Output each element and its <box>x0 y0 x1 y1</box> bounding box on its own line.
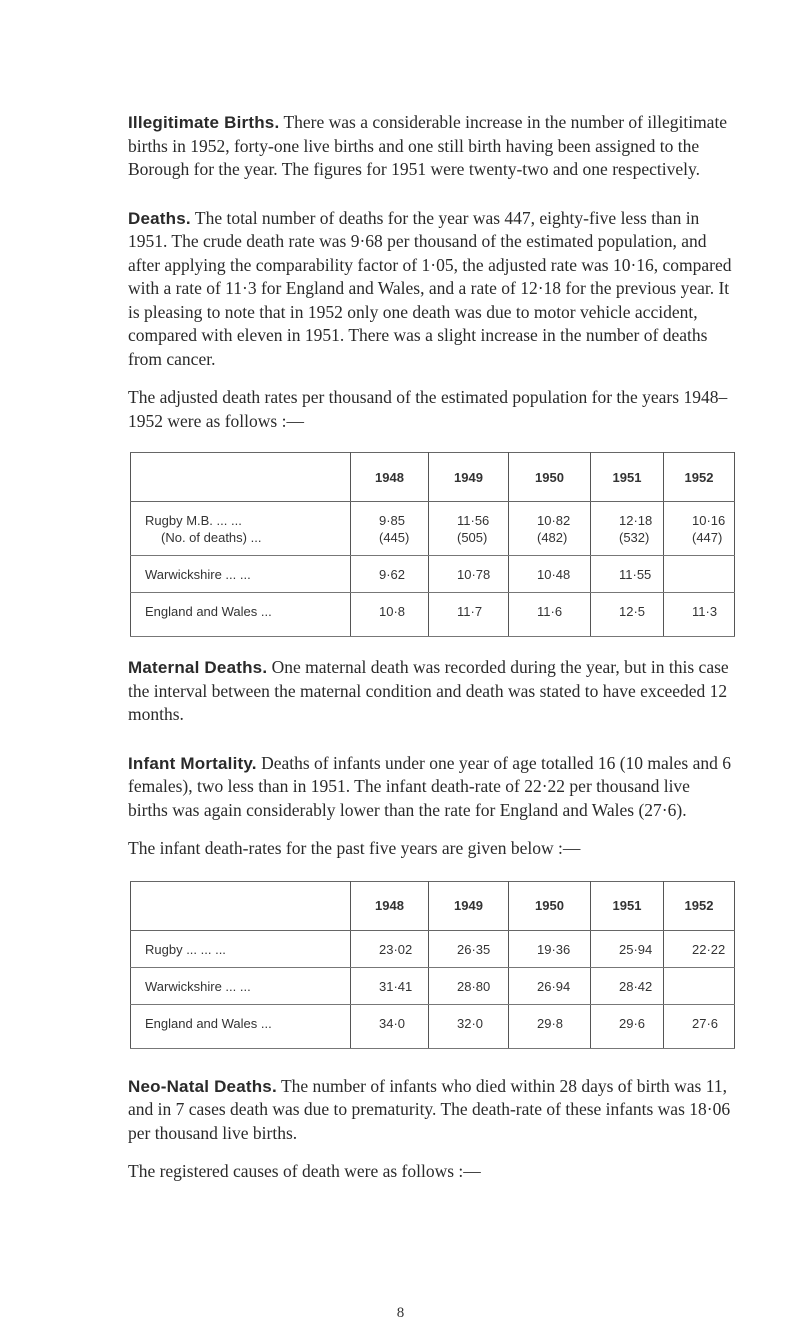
cell-value: 10·82 <box>537 513 571 528</box>
infant-rates-year-header: 1952 <box>664 881 735 930</box>
death-rates-year-header: 1952 <box>664 453 735 502</box>
table-row <box>131 967 735 1004</box>
table-row <box>131 1004 735 1048</box>
infant-rates-year-header: 1951 <box>591 881 664 930</box>
cell-value: 9·85 <box>379 513 406 528</box>
infant-rates-year-header: 1949 <box>429 881 509 930</box>
cell-subvalue: (447) <box>692 530 723 545</box>
table-cell: 28·42 <box>591 967 664 1004</box>
table-cell: 11·7 <box>429 593 509 637</box>
table-cell: 10·8 <box>351 593 429 637</box>
death-rates-year-header: 1949 <box>429 453 509 502</box>
table-cell: 10·48 <box>509 556 591 593</box>
death-rates-year-header: 1950 <box>509 453 591 502</box>
cell-subvalue: (445) <box>379 530 410 545</box>
causes-of-death-intro: The registered causes of death were as follows :— <box>128 1161 481 1181</box>
table-row <box>131 502 735 556</box>
table-row <box>131 593 735 637</box>
table-cell <box>591 502 664 556</box>
page-number: 8 <box>396 1305 405 1321</box>
table-cell: 11·55 <box>591 556 664 593</box>
infant-rates-intro: The infant death-rates for the past five years are given below :— <box>128 838 581 858</box>
table-cell <box>509 502 591 556</box>
row-label-text: Rugby M.B. ... ... <box>145 513 242 528</box>
row-sublabel-text: (No. of deaths) ... <box>161 530 262 545</box>
table-cell: 10·78 <box>429 556 509 593</box>
death-rates-year-header: 1951 <box>591 453 664 502</box>
infant-rates-table <box>130 881 735 1049</box>
death-rates-intro: The adjusted death rates per thousand of the estimated population for the years 1948–1952 were as follows :— <box>128 387 728 431</box>
table-cell: 31·41 <box>351 967 429 1004</box>
table-cell: 19·36 <box>509 930 591 967</box>
death-rates-corner <box>131 453 351 502</box>
table-cell: 29·6 <box>591 1004 664 1048</box>
infant-rates-header-row <box>131 881 735 930</box>
deaths-heading: Deaths. <box>128 208 191 228</box>
neonatal-deaths-paragraph <box>128 1075 734 1146</box>
infant-mortality-text: Deaths of infants under one year of age totalled 16 (10 males and 6 females), two less than in 1951. The infant death-rate of 22·22 per thousand live births was again considerably lower than the rate for England and Wales (27·6). <box>128 752 731 820</box>
cell-value: 12·18 <box>619 513 653 528</box>
maternal-deaths-heading: Maternal Deaths. <box>128 658 268 677</box>
table-cell: 34·0 <box>351 1004 429 1048</box>
document-page <box>128 111 734 1184</box>
illegitimate-births-heading: Illegitimate Births. <box>128 113 280 132</box>
row-label-warwickshire: Warwickshire ... ... <box>131 556 351 593</box>
table-cell <box>429 502 509 556</box>
death-rates-year-header: 1948 <box>351 453 429 502</box>
table-cell: 26·94 <box>509 967 591 1004</box>
death-rates-table <box>130 452 735 637</box>
row-label-rugby <box>131 502 351 556</box>
cell-subvalue: (482) <box>537 530 568 545</box>
deaths-text: The total number of deaths for the year was 447, eighty-five less than in 1951. The crude death rate was 9·68 per thousand of the estimated population, and after applying the comparability factor of 1·05, the adjusted rate was 10·16, compared with a rate of 11·3 for England and Wales, and a rate of 12·18 for the previous year. It is pleasing to note that in 1952 only one death was due to motor vehicle accident, compared with eleven in 1951. There was a slight increase in the number of deaths from cancer. <box>128 207 732 369</box>
table-cell: 11·6 <box>509 593 591 637</box>
cell-value: 11·56 <box>457 513 490 528</box>
table-row <box>131 556 735 593</box>
table-cell: 28·80 <box>429 967 509 1004</box>
neonatal-deaths-text: The number of infants who died within 28 days of birth was 11, and in 7 cases death was due to prematurity. The death-rate of these infants was 18·06 per thousand live births. <box>128 1075 731 1143</box>
infant-rates-corner <box>131 881 351 930</box>
neonatal-deaths-heading: Neo-Natal Deaths. <box>128 1076 277 1096</box>
table-row <box>131 930 735 967</box>
maternal-deaths-paragraph <box>128 656 734 727</box>
death-rates-header-row <box>131 453 735 502</box>
table-cell <box>351 502 429 556</box>
table-cell: 32·0 <box>429 1004 509 1048</box>
cell-subvalue: (505) <box>457 530 488 545</box>
table-cell: 29·8 <box>509 1004 591 1048</box>
infant-rates-year-header: 1948 <box>351 881 429 930</box>
cell-subvalue: (532) <box>619 530 650 545</box>
infant-mortality-paragraph <box>128 752 734 823</box>
table-cell: 27·6 <box>664 1004 735 1048</box>
table-cell: 11·3 <box>664 593 735 637</box>
table-cell <box>664 502 735 556</box>
illegitimate-births-paragraph <box>128 111 734 182</box>
maternal-deaths-text: One maternal death was recorded during the year, but in this case the interval between the maternal condition and death was stated to have exceeded 12 months. <box>128 657 729 724</box>
table-cell <box>664 967 735 1004</box>
illegitimate-births-text: There was a considerable increase in the number of illegitimate births in 1952, forty-one live births and one still birth having been assigned to the Borough for the year. The figures for 1951 were twenty-two and one respectively. <box>128 112 728 179</box>
deaths-paragraph <box>128 207 734 372</box>
table-cell: 9·62 <box>351 556 429 593</box>
row-label-rugby: Rugby ... ... ... <box>131 930 351 967</box>
row-label-england-wales: England and Wales ... <box>131 593 351 637</box>
cell-value: 10·16 <box>692 513 726 528</box>
table-cell: 12·5 <box>591 593 664 637</box>
table-cell: 25·94 <box>591 930 664 967</box>
infant-mortality-heading: Infant Mortality. <box>128 753 257 773</box>
infant-rates-year-header: 1950 <box>509 881 591 930</box>
row-label-warwickshire: Warwickshire ... ... <box>131 967 351 1004</box>
table-cell: 26·35 <box>429 930 509 967</box>
row-label-england-wales: England and Wales ... <box>131 1004 351 1048</box>
table-cell <box>664 556 735 593</box>
table-cell: 23·02 <box>351 930 429 967</box>
table-cell: 22·22 <box>664 930 735 967</box>
